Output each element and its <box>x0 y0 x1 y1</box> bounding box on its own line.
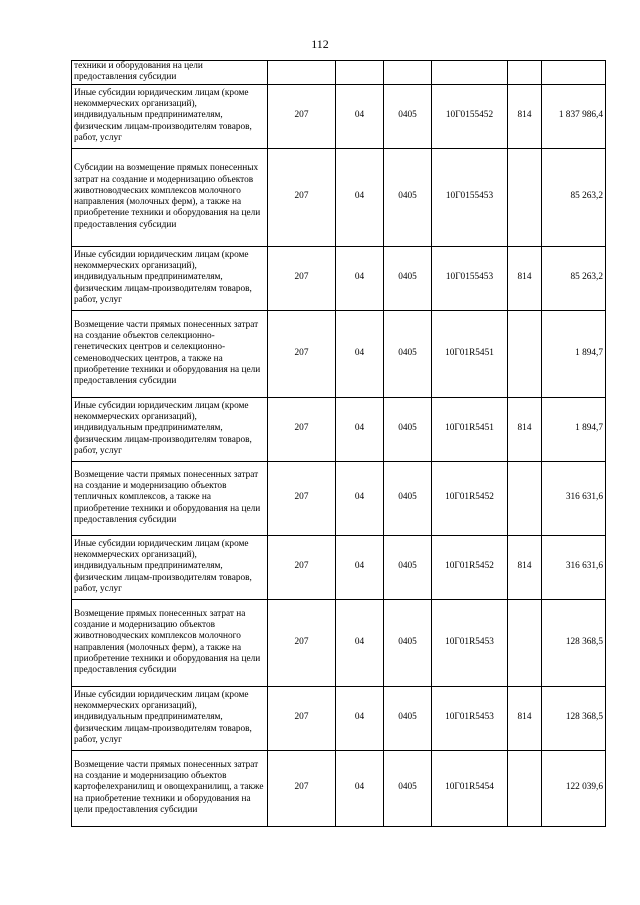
target-article-cell: 10Г01R5453 <box>432 599 508 686</box>
amount-cell: 122 039,6 <box>542 750 606 826</box>
expense-type-cell <box>508 61 542 85</box>
subsection-code-cell: 0405 <box>384 246 432 310</box>
target-article-cell: 10Г01R5452 <box>432 461 508 535</box>
target-article-cell: 10Г01R5454 <box>432 750 508 826</box>
admin-code-cell: 207 <box>268 535 336 599</box>
subsection-code-cell: 0405 <box>384 310 432 397</box>
row-name-cell: Возмещение прямых понесенных затрат на создание и модернизацию объектов животноводческих комплексов молочного направления (молочных ферм), а также на приобретение техники и оборудования на цели предоставления субсидии <box>72 599 268 686</box>
subsection-code-cell: 0405 <box>384 84 432 148</box>
admin-code-cell: 207 <box>268 397 336 461</box>
section-code-cell <box>336 61 384 85</box>
row-name-cell: Возмещение части прямых понесенных затрат на создание объектов селекционно-генетических центров и селекционно-семеноводческих центров, а также на приобретение техники и оборудования на цели предоставления субсидии <box>72 310 268 397</box>
table-row <box>72 750 606 826</box>
section-code-cell: 04 <box>336 750 384 826</box>
amount-cell: 1 837 986,4 <box>542 84 606 148</box>
admin-code-cell: 207 <box>268 148 336 246</box>
table-row <box>72 61 606 85</box>
budget-table <box>71 60 606 827</box>
table-row <box>72 397 606 461</box>
admin-code-cell <box>268 61 336 85</box>
section-code-cell: 04 <box>336 461 384 535</box>
expense-type-cell <box>508 599 542 686</box>
target-article-cell: 10Г0155452 <box>432 84 508 148</box>
target-article-cell <box>432 61 508 85</box>
section-code-cell: 04 <box>336 599 384 686</box>
amount-cell: 128 368,5 <box>542 686 606 750</box>
subsection-code-cell: 0405 <box>384 397 432 461</box>
amount-cell: 85 263,2 <box>542 148 606 246</box>
table-row <box>72 599 606 686</box>
section-code-cell: 04 <box>336 397 384 461</box>
row-name-cell: техники и оборудования на цели предоставления субсидии <box>72 61 268 85</box>
amount-cell: 316 631,6 <box>542 461 606 535</box>
subsection-code-cell: 0405 <box>384 535 432 599</box>
row-name-cell: Субсидии на возмещение прямых понесенных затрат на создание и модернизацию объектов животноводческих комплексов молочного направления (молочных ферм), а также на приобретение техники и оборудования на цели предоставления субсидии <box>72 148 268 246</box>
row-name-cell: Иные субсидии юридическим лицам (кроме некоммерческих организаций), индивидуальным предпринимателям, физическим лицам-производителям товаров, работ, услуг <box>72 686 268 750</box>
section-code-cell: 04 <box>336 686 384 750</box>
admin-code-cell: 207 <box>268 461 336 535</box>
expense-type-cell <box>508 750 542 826</box>
admin-code-cell: 207 <box>268 686 336 750</box>
expense-type-cell: 814 <box>508 535 542 599</box>
subsection-code-cell: 0405 <box>384 750 432 826</box>
table-row <box>72 148 606 246</box>
target-article-cell: 10Г01R5452 <box>432 535 508 599</box>
section-code-cell: 04 <box>336 246 384 310</box>
amount-cell: 1 894,7 <box>542 397 606 461</box>
table-body <box>72 61 606 827</box>
table-row <box>72 535 606 599</box>
page-number: 112 <box>311 37 329 51</box>
expense-type-cell: 814 <box>508 246 542 310</box>
admin-code-cell: 207 <box>268 84 336 148</box>
amount-cell <box>542 61 606 85</box>
row-name-cell: Иные субсидии юридическим лицам (кроме некоммерческих организаций), индивидуальным предпринимателям, физическим лицам-производителям товаров, работ, услуг <box>72 246 268 310</box>
table-row <box>72 461 606 535</box>
table-row <box>72 310 606 397</box>
table-row <box>72 686 606 750</box>
subsection-code-cell <box>384 61 432 85</box>
expense-type-cell <box>508 310 542 397</box>
row-name-cell: Иные субсидии юридическим лицам (кроме некоммерческих организаций), индивидуальным предпринимателям, физическим лицам-производителям товаров, работ, услуг <box>72 535 268 599</box>
section-code-cell: 04 <box>336 84 384 148</box>
row-name-cell: Возмещение части прямых понесенных затрат на создание и модернизацию объектов картофелехранилищ и овощехранилищ, а также на приобретение техники и оборудования на цели предоставления субсидии <box>72 750 268 826</box>
section-code-cell: 04 <box>336 310 384 397</box>
row-name-cell: Иные субсидии юридическим лицам (кроме некоммерческих организаций), индивидуальным предпринимателям, физическим лицам-производителям товаров, работ, услуг <box>72 397 268 461</box>
expense-type-cell: 814 <box>508 397 542 461</box>
row-name-cell: Возмещение части прямых понесенных затрат на создание и модернизацию объектов тепличных комплексов, а также на приобретение техники и оборудования на цели предоставления субсидии <box>72 461 268 535</box>
admin-code-cell: 207 <box>268 246 336 310</box>
expense-type-cell: 814 <box>508 84 542 148</box>
target-article-cell: 10Г0155453 <box>432 148 508 246</box>
amount-cell: 316 631,6 <box>542 535 606 599</box>
amount-cell: 85 263,2 <box>542 246 606 310</box>
expense-type-cell <box>508 148 542 246</box>
subsection-code-cell: 0405 <box>384 686 432 750</box>
row-name-cell: Иные субсидии юридическим лицам (кроме некоммерческих организаций), индивидуальным предпринимателям, физическим лицам-производителям товаров, работ, услуг <box>72 84 268 148</box>
subsection-code-cell: 0405 <box>384 148 432 246</box>
expense-type-cell <box>508 461 542 535</box>
target-article-cell: 10Г01R5453 <box>432 686 508 750</box>
target-article-cell: 10Г0155453 <box>432 246 508 310</box>
admin-code-cell: 207 <box>268 750 336 826</box>
amount-cell: 1 894,7 <box>542 310 606 397</box>
subsection-code-cell: 0405 <box>384 461 432 535</box>
section-code-cell: 04 <box>336 535 384 599</box>
admin-code-cell: 207 <box>268 310 336 397</box>
table-row <box>72 246 606 310</box>
subsection-code-cell: 0405 <box>384 599 432 686</box>
target-article-cell: 10Г01R5451 <box>432 310 508 397</box>
amount-cell: 128 368,5 <box>542 599 606 686</box>
target-article-cell: 10Г01R5451 <box>432 397 508 461</box>
table-row <box>72 84 606 148</box>
section-code-cell: 04 <box>336 148 384 246</box>
expense-type-cell: 814 <box>508 686 542 750</box>
admin-code-cell: 207 <box>268 599 336 686</box>
